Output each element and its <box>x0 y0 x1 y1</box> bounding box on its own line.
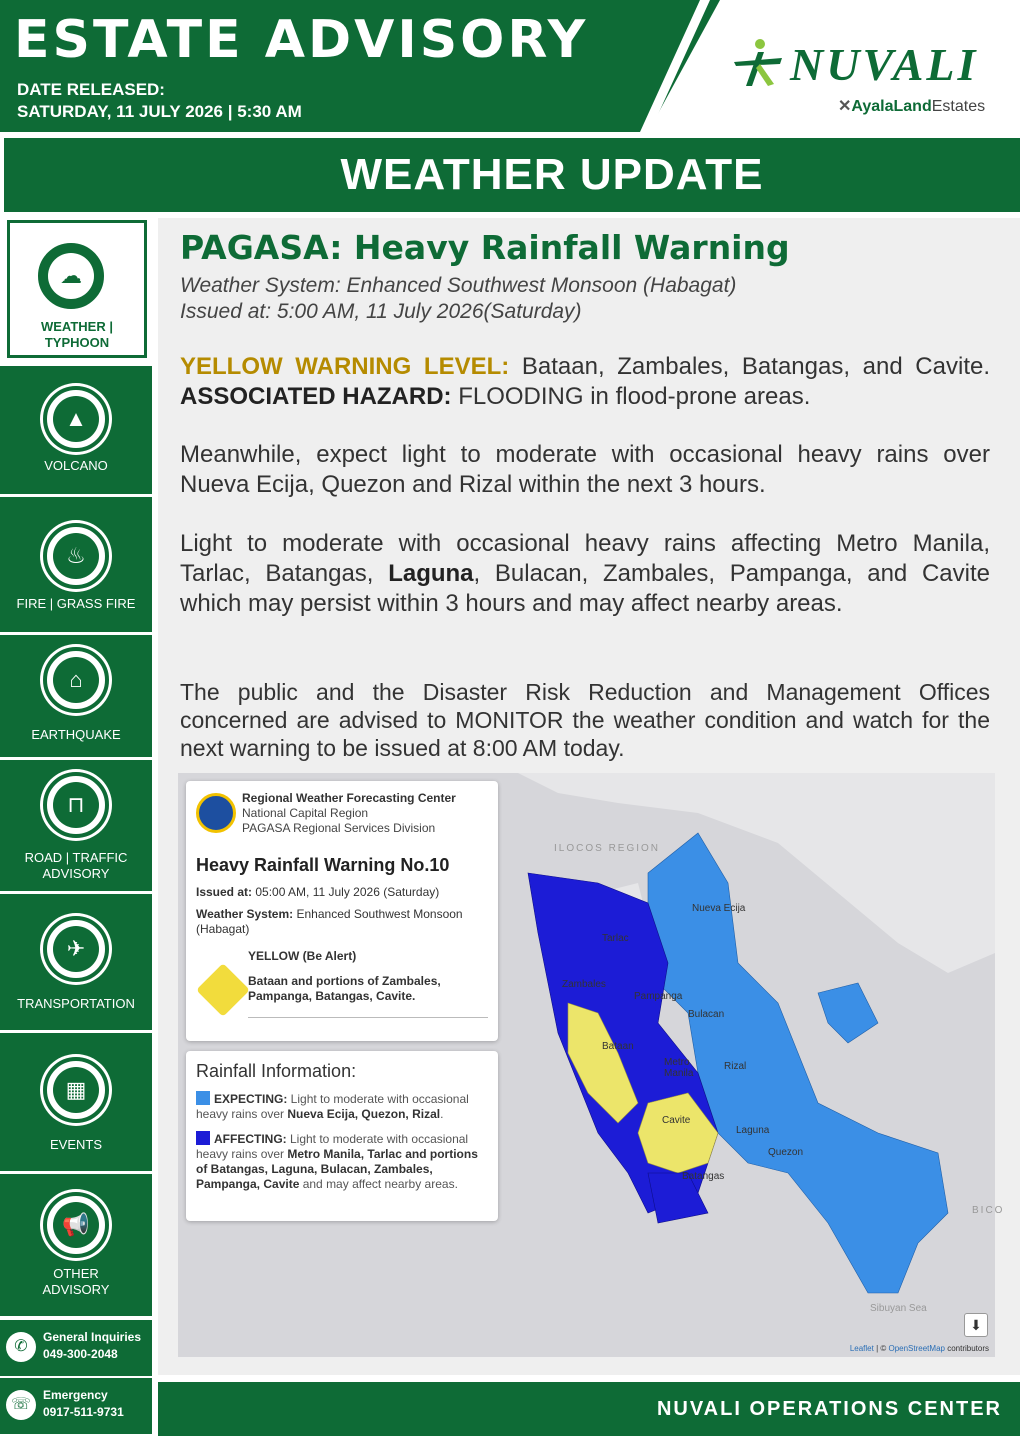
phone-icon: ✆ <box>6 1332 36 1362</box>
hazard-label: ASSOCIATED HAZARD: <box>180 383 452 410</box>
affecting-info <box>196 1131 488 1192</box>
contact-number: 0917-511-9731 <box>43 1405 124 1419</box>
card-issued <box>196 885 439 899</box>
footer: NUVALI OPERATIONS CENTER <box>158 1382 1020 1436</box>
card-region: National Capital Region <box>242 806 369 820</box>
attribution-end: contributors <box>944 1344 989 1353</box>
megaphone-icon: 📢 <box>43 1192 109 1258</box>
map-label-nueva-ecija: Nueva Ecija <box>692 903 746 914</box>
contact-label: Emergency <box>43 1388 108 1402</box>
earthquake-icon: ⌂ <box>43 647 109 713</box>
sidebar-item-earthquake[interactable] <box>0 635 152 757</box>
warning-level-areas: Bataan, Zambales, Batangas, and Cavite. <box>509 353 990 380</box>
map-label-batangas: Batangas <box>682 1171 725 1182</box>
expecting-info <box>196 1091 488 1122</box>
date-value: SATURDAY, 11 JULY 2026 | 5:30 AM <box>17 102 302 121</box>
brand-sub-bold: AyalaLand <box>851 98 932 115</box>
expecting-swatch <box>196 1091 210 1105</box>
header <box>0 0 1027 132</box>
card-system-label: Weather System: <box>196 907 294 921</box>
advisory-content <box>158 218 1020 1375</box>
brand-sub <box>838 96 985 116</box>
sidebar-item-label: TYPHOON <box>44 335 110 350</box>
advisory-title: PAGASA: Heavy Rainfall Warning <box>180 228 790 267</box>
card-division: PAGASA Regional Services Division <box>242 821 436 835</box>
sidebar-item-transportation[interactable] <box>0 894 152 1030</box>
contact-label: General Inquiries <box>43 1330 142 1344</box>
map-attribution <box>850 1344 989 1353</box>
brand-sub-text: Estates <box>931 98 986 115</box>
card-org: Regional Weather Forecasting Center <box>242 791 456 805</box>
fire-icon: ♨ <box>43 523 109 589</box>
sidebar-item-label: VOLCANO <box>44 458 108 473</box>
sidebar-item-label: ADVISORY <box>42 1282 110 1297</box>
map-label-zambales: Zambales <box>562 979 606 990</box>
rainfall-map[interactable] <box>178 773 1005 1357</box>
map-label-ilocos: ILOCOS REGION <box>554 843 661 854</box>
map-label-bataan: Bataan <box>602 1041 634 1052</box>
weather-update-banner: WEATHER UPDATE <box>4 138 1020 212</box>
sidebar-item-label: OTHER <box>53 1266 99 1281</box>
affecting-label: AFFECTING: <box>214 1132 287 1146</box>
affecting-bold: Laguna <box>388 560 474 587</box>
affecting-swatch <box>196 1131 210 1145</box>
sidebar-item-label: FIRE | GRASS FIRE <box>16 596 136 611</box>
weather-system: Weather System: Enhanced Southwest Monsoon (Habagat) <box>180 274 737 297</box>
volcano-icon: ▲ <box>43 386 109 452</box>
card-system-value: Enhanced Southwest Monsoon (Habagat) <box>196 907 463 936</box>
emergency-contact[interactable] <box>0 1378 152 1434</box>
weather-icon: ☁ <box>38 243 104 309</box>
map-label-rizal: Rizal <box>724 1061 747 1072</box>
paragraph-expecting: Meanwhile, expect light to moderate with occasional heavy rains over Nueva Ecija, Quezon and Rizal within the next 3 hours. <box>180 441 990 498</box>
sidebar-item-label: TRANSPORTATION <box>17 996 135 1011</box>
issued-time: Issued at: 5:00 AM, 11 July 2026(Saturday) <box>180 300 582 323</box>
attribution-sep: | © <box>873 1344 889 1353</box>
map-label-tarlac: Tarlac <box>602 933 629 944</box>
sidebar-item-events[interactable] <box>0 1033 152 1171</box>
sidebar-item-label: ROAD | TRAFFIC <box>24 850 128 865</box>
page-title: ESTATE ADVISORY <box>14 10 589 70</box>
sidebar-divider <box>0 1316 152 1319</box>
sidebar-item-other-advisory[interactable] <box>0 1174 152 1316</box>
sidebar-item-label: EARTHQUAKE <box>31 727 121 742</box>
card-level: YELLOW (Be Alert) <box>248 949 357 963</box>
map-label-pampanga: Pampanga <box>634 991 683 1002</box>
map-label-metro-manila: Metro Manila <box>664 1057 694 1079</box>
sidebar-item-label: WEATHER | <box>40 319 113 334</box>
rainfall-info-card <box>186 1051 498 1221</box>
card-level-areas: Bataan and portions of Zambales, Pampanga, Batangas, Cavite. <box>248 974 441 1003</box>
card-issued-value: 05:00 AM, 11 July 2026 (Saturday) <box>252 885 440 899</box>
emergency-phone-icon: ☏ <box>6 1390 36 1420</box>
leaflet-link[interactable]: Leaflet <box>849 1344 874 1353</box>
card-issued-label: Issued at: <box>196 885 253 899</box>
osm-link[interactable]: OpenStreetMap <box>888 1344 945 1353</box>
date-label: DATE RELEASED: <box>17 80 165 99</box>
road-barrier-icon: ⊓ <box>43 772 109 838</box>
sidebar-item-fire[interactable] <box>0 497 152 632</box>
map-label-bicol: BICO <box>972 1205 1005 1216</box>
expecting-text: Light to moderate with occasional heavy rains over <box>196 1092 469 1121</box>
warning-level-label: YELLOW WARNING LEVEL: <box>180 353 510 380</box>
sidebar-item-label: ADVISORY <box>42 866 110 881</box>
paragraph-warning-level <box>180 352 990 412</box>
map-label-sibuyan-sea: Sibuyan Sea <box>870 1303 927 1314</box>
contact-number: 049-300-2048 <box>43 1347 118 1361</box>
map-label-bulacan: Bulacan <box>688 1009 725 1020</box>
brand-name: NUVALI <box>790 39 979 90</box>
download-icon[interactable]: ⬇ <box>964 1313 988 1337</box>
card-system <box>196 907 486 937</box>
sidebar-item-label: EVENTS <box>49 1137 102 1152</box>
card-divider <box>248 1017 488 1018</box>
sidebar-item-weather[interactable] <box>7 220 147 358</box>
affecting-text-a: Light to moderate with occasional heavy rains affecting Metro Manila, Tarlac, Batangas, <box>180 530 990 587</box>
affecting-text: Light to moderate with occasional heavy rains over <box>196 1132 469 1161</box>
pagasa-logo-icon <box>196 793 236 833</box>
expecting-label: EXPECTING: <box>214 1092 288 1106</box>
nuvali-figure-icon <box>730 36 786 88</box>
affecting-text-b: , Bulacan, Zambales, Pampanga, and Cavite which may persist within 3 hours and may affect nearby areas. <box>180 560 990 617</box>
paragraph-public-advice: The public and the Disaster Risk Reduction and Management Offices concerned are advised to MONITOR the weather condition and watch for the next warning to be issued at 8:00 AM today. <box>180 679 990 761</box>
yellow-warning-diamond-icon <box>196 963 250 1017</box>
hazard-text: FLOODING in flood-prone areas. <box>451 383 811 410</box>
calendar-icon: ▦ <box>43 1057 109 1123</box>
sidebar-item-road-traffic[interactable] <box>0 760 152 891</box>
transportation-icon: ✈ <box>43 916 109 982</box>
nuvali-logo <box>730 32 1010 122</box>
expecting-end: . <box>440 1107 444 1121</box>
sidebar-item-volcano[interactable] <box>0 366 152 494</box>
map-label-cavite: Cavite <box>662 1115 691 1126</box>
rainfall-info-heading: Rainfall Information: <box>196 1061 357 1081</box>
general-inquiries-contact[interactable] <box>0 1320 152 1376</box>
map-label-quezon: Quezon <box>768 1147 804 1158</box>
map-label-laguna: Laguna <box>736 1125 770 1136</box>
expecting-bold: Nueva Ecija, Quezon, Rizal <box>287 1107 441 1121</box>
affecting-bold: Metro Manila, Tarlac and portions of Batangas, Laguna, Bulacan, Zambales, Pampanga, Cavite <box>196 1147 478 1191</box>
affecting-end: and may affect nearby areas. <box>299 1177 458 1191</box>
card-heading: Heavy Rainfall Warning No.10 <box>196 855 450 875</box>
warning-info-card <box>186 781 498 1041</box>
ayala-mark-icon: ✕ <box>838 98 852 115</box>
paragraph-affecting <box>180 529 990 619</box>
